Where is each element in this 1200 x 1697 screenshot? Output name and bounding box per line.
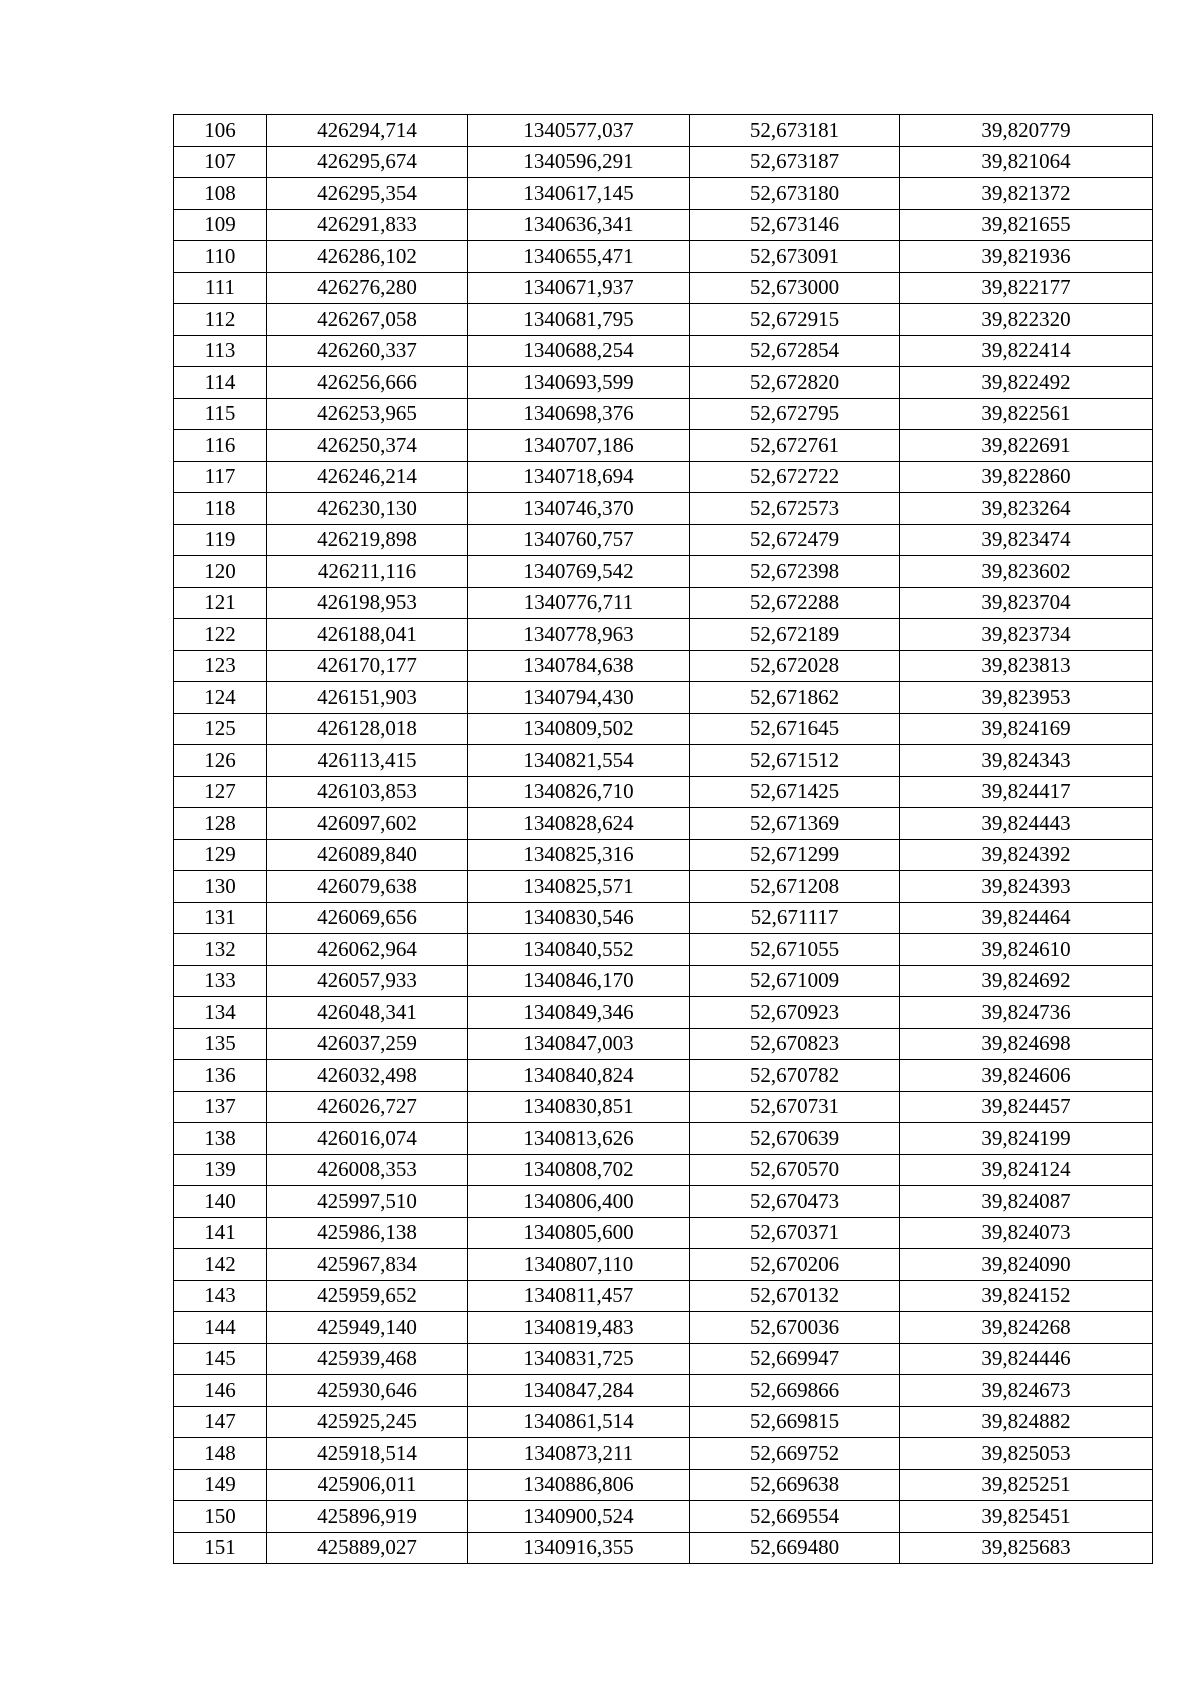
table-row [174, 1501, 1153, 1533]
y-coordinate-cell: 1340807,110 [468, 1249, 690, 1281]
y-coordinate-cell: 1340808,702 [468, 1154, 690, 1186]
latitude-cell: 52,671299 [690, 839, 900, 871]
point-number-cell: 124 [174, 682, 267, 714]
latitude-cell: 52,670731 [690, 1091, 900, 1123]
y-coordinate-cell: 1340861,514 [468, 1406, 690, 1438]
x-coordinate-cell: 425986,138 [267, 1217, 468, 1249]
table-row [174, 1312, 1153, 1344]
table-row [174, 367, 1153, 399]
table-row [174, 619, 1153, 651]
point-number-cell: 113 [174, 335, 267, 367]
y-coordinate-cell: 1340617,145 [468, 178, 690, 210]
longitude-cell: 39,824443 [900, 808, 1153, 840]
point-number-cell: 106 [174, 115, 267, 147]
x-coordinate-cell: 426113,415 [267, 745, 468, 777]
y-coordinate-cell: 1340840,824 [468, 1060, 690, 1092]
x-coordinate-cell: 425889,027 [267, 1532, 468, 1564]
point-number-cell: 137 [174, 1091, 267, 1123]
y-coordinate-cell: 1340776,711 [468, 587, 690, 619]
table-row [174, 1438, 1153, 1470]
latitude-cell: 52,671512 [690, 745, 900, 777]
y-coordinate-cell: 1340849,346 [468, 997, 690, 1029]
latitude-cell: 52,669866 [690, 1375, 900, 1407]
y-coordinate-cell: 1340596,291 [468, 146, 690, 178]
latitude-cell: 52,671055 [690, 934, 900, 966]
latitude-cell: 52,671369 [690, 808, 900, 840]
point-number-cell: 126 [174, 745, 267, 777]
table-row [174, 1469, 1153, 1501]
point-number-cell: 108 [174, 178, 267, 210]
table-row [174, 1154, 1153, 1186]
x-coordinate-cell: 426198,953 [267, 587, 468, 619]
point-number-cell: 107 [174, 146, 267, 178]
x-coordinate-cell: 426246,214 [267, 461, 468, 493]
x-coordinate-cell: 426016,074 [267, 1123, 468, 1155]
latitude-cell: 52,673146 [690, 209, 900, 241]
longitude-cell: 39,825251 [900, 1469, 1153, 1501]
latitude-cell: 52,672722 [690, 461, 900, 493]
y-coordinate-cell: 1340847,284 [468, 1375, 690, 1407]
longitude-cell: 39,824610 [900, 934, 1153, 966]
table-row [174, 115, 1153, 147]
x-coordinate-cell: 426230,130 [267, 493, 468, 525]
x-coordinate-cell: 426032,498 [267, 1060, 468, 1092]
latitude-cell: 52,670570 [690, 1154, 900, 1186]
latitude-cell: 52,673181 [690, 115, 900, 147]
table-row [174, 934, 1153, 966]
longitude-cell: 39,822561 [900, 398, 1153, 430]
longitude-cell: 39,824692 [900, 965, 1153, 997]
x-coordinate-cell: 426256,666 [267, 367, 468, 399]
x-coordinate-cell: 425906,011 [267, 1469, 468, 1501]
y-coordinate-cell: 1340707,186 [468, 430, 690, 462]
x-coordinate-cell: 426069,656 [267, 902, 468, 934]
table-row [174, 1375, 1153, 1407]
table-row [174, 146, 1153, 178]
latitude-cell: 52,672854 [690, 335, 900, 367]
latitude-cell: 52,669638 [690, 1469, 900, 1501]
point-number-cell: 135 [174, 1028, 267, 1060]
table-row [174, 871, 1153, 903]
x-coordinate-cell: 426211,116 [267, 556, 468, 588]
x-coordinate-cell: 426026,727 [267, 1091, 468, 1123]
longitude-cell: 39,822414 [900, 335, 1153, 367]
coordinates-table-body [174, 115, 1153, 1564]
y-coordinate-cell: 1340784,638 [468, 650, 690, 682]
latitude-cell: 52,673187 [690, 146, 900, 178]
point-number-cell: 120 [174, 556, 267, 588]
longitude-cell: 39,824152 [900, 1280, 1153, 1312]
point-number-cell: 129 [174, 839, 267, 871]
longitude-cell: 39,824090 [900, 1249, 1153, 1281]
table-row [174, 682, 1153, 714]
longitude-cell: 39,823602 [900, 556, 1153, 588]
point-number-cell: 151 [174, 1532, 267, 1564]
table-row [174, 241, 1153, 273]
longitude-cell: 39,824199 [900, 1123, 1153, 1155]
table-row [174, 776, 1153, 808]
x-coordinate-cell: 426151,903 [267, 682, 468, 714]
point-number-cell: 121 [174, 587, 267, 619]
x-coordinate-cell: 425925,245 [267, 1406, 468, 1438]
x-coordinate-cell: 426057,933 [267, 965, 468, 997]
latitude-cell: 52,672573 [690, 493, 900, 525]
y-coordinate-cell: 1340886,806 [468, 1469, 690, 1501]
y-coordinate-cell: 1340693,599 [468, 367, 690, 399]
x-coordinate-cell: 425997,510 [267, 1186, 468, 1218]
longitude-cell: 39,824457 [900, 1091, 1153, 1123]
point-number-cell: 143 [174, 1280, 267, 1312]
x-coordinate-cell: 426286,102 [267, 241, 468, 273]
table-row [174, 1406, 1153, 1438]
latitude-cell: 52,669815 [690, 1406, 900, 1438]
latitude-cell: 52,671645 [690, 713, 900, 745]
y-coordinate-cell: 1340821,554 [468, 745, 690, 777]
table-row [174, 997, 1153, 1029]
longitude-cell: 39,822492 [900, 367, 1153, 399]
point-number-cell: 133 [174, 965, 267, 997]
longitude-cell: 39,821655 [900, 209, 1153, 241]
longitude-cell: 39,820779 [900, 115, 1153, 147]
longitude-cell: 39,825683 [900, 1532, 1153, 1564]
latitude-cell: 52,672479 [690, 524, 900, 556]
y-coordinate-cell: 1340655,471 [468, 241, 690, 273]
table-row [174, 1060, 1153, 1092]
point-number-cell: 112 [174, 304, 267, 336]
x-coordinate-cell: 425949,140 [267, 1312, 468, 1344]
point-number-cell: 141 [174, 1217, 267, 1249]
point-number-cell: 149 [174, 1469, 267, 1501]
point-number-cell: 115 [174, 398, 267, 430]
y-coordinate-cell: 1340847,003 [468, 1028, 690, 1060]
table-row [174, 304, 1153, 336]
x-coordinate-cell: 426294,714 [267, 115, 468, 147]
point-number-cell: 145 [174, 1343, 267, 1375]
latitude-cell: 52,669480 [690, 1532, 900, 1564]
point-number-cell: 148 [174, 1438, 267, 1470]
y-coordinate-cell: 1340769,542 [468, 556, 690, 588]
latitude-cell: 52,670036 [690, 1312, 900, 1344]
table-row [174, 178, 1153, 210]
y-coordinate-cell: 1340846,170 [468, 965, 690, 997]
longitude-cell: 39,824169 [900, 713, 1153, 745]
latitude-cell: 52,672820 [690, 367, 900, 399]
table-row [174, 1217, 1153, 1249]
longitude-cell: 39,824673 [900, 1375, 1153, 1407]
point-number-cell: 132 [174, 934, 267, 966]
longitude-cell: 39,824446 [900, 1343, 1153, 1375]
y-coordinate-cell: 1340825,316 [468, 839, 690, 871]
latitude-cell: 52,670639 [690, 1123, 900, 1155]
y-coordinate-cell: 1340806,400 [468, 1186, 690, 1218]
latitude-cell: 52,670782 [690, 1060, 900, 1092]
point-number-cell: 128 [174, 808, 267, 840]
latitude-cell: 52,670371 [690, 1217, 900, 1249]
x-coordinate-cell: 425918,514 [267, 1438, 468, 1470]
x-coordinate-cell: 426128,018 [267, 713, 468, 745]
longitude-cell: 39,823813 [900, 650, 1153, 682]
x-coordinate-cell: 425939,468 [267, 1343, 468, 1375]
point-number-cell: 138 [174, 1123, 267, 1155]
y-coordinate-cell: 1340746,370 [468, 493, 690, 525]
y-coordinate-cell: 1340760,757 [468, 524, 690, 556]
latitude-cell: 52,671009 [690, 965, 900, 997]
y-coordinate-cell: 1340681,795 [468, 304, 690, 336]
y-coordinate-cell: 1340809,502 [468, 713, 690, 745]
longitude-cell: 39,824268 [900, 1312, 1153, 1344]
table-row [174, 1280, 1153, 1312]
x-coordinate-cell: 426250,374 [267, 430, 468, 462]
table-row [174, 1186, 1153, 1218]
point-number-cell: 117 [174, 461, 267, 493]
table-row [174, 209, 1153, 241]
longitude-cell: 39,824417 [900, 776, 1153, 808]
point-number-cell: 127 [174, 776, 267, 808]
y-coordinate-cell: 1340830,851 [468, 1091, 690, 1123]
table-row [174, 335, 1153, 367]
latitude-cell: 52,670132 [690, 1280, 900, 1312]
x-coordinate-cell: 426295,674 [267, 146, 468, 178]
longitude-cell: 39,822320 [900, 304, 1153, 336]
x-coordinate-cell: 425896,919 [267, 1501, 468, 1533]
y-coordinate-cell: 1340778,963 [468, 619, 690, 651]
latitude-cell: 52,672398 [690, 556, 900, 588]
latitude-cell: 52,672761 [690, 430, 900, 462]
x-coordinate-cell: 425967,834 [267, 1249, 468, 1281]
longitude-cell: 39,823264 [900, 493, 1153, 525]
longitude-cell: 39,821064 [900, 146, 1153, 178]
y-coordinate-cell: 1340831,725 [468, 1343, 690, 1375]
longitude-cell: 39,823704 [900, 587, 1153, 619]
point-number-cell: 139 [174, 1154, 267, 1186]
x-coordinate-cell: 426170,177 [267, 650, 468, 682]
table-row [174, 272, 1153, 304]
x-coordinate-cell: 425959,652 [267, 1280, 468, 1312]
latitude-cell: 52,670823 [690, 1028, 900, 1060]
latitude-cell: 52,672028 [690, 650, 900, 682]
longitude-cell: 39,821936 [900, 241, 1153, 273]
latitude-cell: 52,671862 [690, 682, 900, 714]
x-coordinate-cell: 426097,602 [267, 808, 468, 840]
point-number-cell: 146 [174, 1375, 267, 1407]
table-row [174, 524, 1153, 556]
table-row [174, 808, 1153, 840]
y-coordinate-cell: 1340819,483 [468, 1312, 690, 1344]
coordinates-table [173, 114, 1153, 1564]
x-coordinate-cell: 426276,280 [267, 272, 468, 304]
x-coordinate-cell: 426291,833 [267, 209, 468, 241]
x-coordinate-cell: 425930,646 [267, 1375, 468, 1407]
longitude-cell: 39,824882 [900, 1406, 1153, 1438]
longitude-cell: 39,824698 [900, 1028, 1153, 1060]
y-coordinate-cell: 1340688,254 [468, 335, 690, 367]
y-coordinate-cell: 1340811,457 [468, 1280, 690, 1312]
latitude-cell: 52,671425 [690, 776, 900, 808]
point-number-cell: 122 [174, 619, 267, 651]
point-number-cell: 119 [174, 524, 267, 556]
longitude-cell: 39,824087 [900, 1186, 1153, 1218]
x-coordinate-cell: 426267,058 [267, 304, 468, 336]
x-coordinate-cell: 426260,337 [267, 335, 468, 367]
longitude-cell: 39,822177 [900, 272, 1153, 304]
latitude-cell: 52,672288 [690, 587, 900, 619]
latitude-cell: 52,672915 [690, 304, 900, 336]
longitude-cell: 39,824073 [900, 1217, 1153, 1249]
longitude-cell: 39,822691 [900, 430, 1153, 462]
table-row [174, 713, 1153, 745]
latitude-cell: 52,669752 [690, 1438, 900, 1470]
x-coordinate-cell: 426219,898 [267, 524, 468, 556]
x-coordinate-cell: 426253,965 [267, 398, 468, 430]
latitude-cell: 52,669947 [690, 1343, 900, 1375]
y-coordinate-cell: 1340718,694 [468, 461, 690, 493]
table-row [174, 902, 1153, 934]
table-row [174, 839, 1153, 871]
table-row [174, 587, 1153, 619]
x-coordinate-cell: 426008,353 [267, 1154, 468, 1186]
point-number-cell: 136 [174, 1060, 267, 1092]
point-number-cell: 144 [174, 1312, 267, 1344]
latitude-cell: 52,670206 [690, 1249, 900, 1281]
latitude-cell: 52,670473 [690, 1186, 900, 1218]
table-row [174, 650, 1153, 682]
y-coordinate-cell: 1340873,211 [468, 1438, 690, 1470]
latitude-cell: 52,673000 [690, 272, 900, 304]
latitude-cell: 52,669554 [690, 1501, 900, 1533]
longitude-cell: 39,825451 [900, 1501, 1153, 1533]
x-coordinate-cell: 426295,354 [267, 178, 468, 210]
table-row [174, 1123, 1153, 1155]
point-number-cell: 109 [174, 209, 267, 241]
y-coordinate-cell: 1340805,600 [468, 1217, 690, 1249]
y-coordinate-cell: 1340826,710 [468, 776, 690, 808]
point-number-cell: 140 [174, 1186, 267, 1218]
point-number-cell: 116 [174, 430, 267, 462]
latitude-cell: 52,673091 [690, 241, 900, 273]
table-row [174, 1091, 1153, 1123]
point-number-cell: 131 [174, 902, 267, 934]
point-number-cell: 150 [174, 1501, 267, 1533]
y-coordinate-cell: 1340794,430 [468, 682, 690, 714]
point-number-cell: 134 [174, 997, 267, 1029]
table-row [174, 398, 1153, 430]
latitude-cell: 52,671117 [690, 902, 900, 934]
y-coordinate-cell: 1340636,341 [468, 209, 690, 241]
longitude-cell: 39,824124 [900, 1154, 1153, 1186]
longitude-cell: 39,824392 [900, 839, 1153, 871]
x-coordinate-cell: 426188,041 [267, 619, 468, 651]
y-coordinate-cell: 1340825,571 [468, 871, 690, 903]
longitude-cell: 39,822860 [900, 461, 1153, 493]
y-coordinate-cell: 1340671,937 [468, 272, 690, 304]
table-row [174, 556, 1153, 588]
longitude-cell: 39,823953 [900, 682, 1153, 714]
table-row [174, 745, 1153, 777]
y-coordinate-cell: 1340577,037 [468, 115, 690, 147]
longitude-cell: 39,823474 [900, 524, 1153, 556]
longitude-cell: 39,824343 [900, 745, 1153, 777]
table-row [174, 1343, 1153, 1375]
y-coordinate-cell: 1340828,624 [468, 808, 690, 840]
latitude-cell: 52,673180 [690, 178, 900, 210]
table-row [174, 1028, 1153, 1060]
y-coordinate-cell: 1340813,626 [468, 1123, 690, 1155]
table-row [174, 965, 1153, 997]
table-row [174, 461, 1153, 493]
table-row [174, 430, 1153, 462]
longitude-cell: 39,824464 [900, 902, 1153, 934]
latitude-cell: 52,672795 [690, 398, 900, 430]
point-number-cell: 111 [174, 272, 267, 304]
x-coordinate-cell: 426048,341 [267, 997, 468, 1029]
longitude-cell: 39,824393 [900, 871, 1153, 903]
y-coordinate-cell: 1340916,355 [468, 1532, 690, 1564]
point-number-cell: 142 [174, 1249, 267, 1281]
x-coordinate-cell: 426103,853 [267, 776, 468, 808]
y-coordinate-cell: 1340830,546 [468, 902, 690, 934]
longitude-cell: 39,821372 [900, 178, 1153, 210]
latitude-cell: 52,672189 [690, 619, 900, 651]
point-number-cell: 125 [174, 713, 267, 745]
y-coordinate-cell: 1340900,524 [468, 1501, 690, 1533]
point-number-cell: 110 [174, 241, 267, 273]
table-row [174, 493, 1153, 525]
longitude-cell: 39,823734 [900, 619, 1153, 651]
longitude-cell: 39,824736 [900, 997, 1153, 1029]
longitude-cell: 39,824606 [900, 1060, 1153, 1092]
point-number-cell: 130 [174, 871, 267, 903]
x-coordinate-cell: 426062,964 [267, 934, 468, 966]
y-coordinate-cell: 1340840,552 [468, 934, 690, 966]
table-row [174, 1249, 1153, 1281]
point-number-cell: 123 [174, 650, 267, 682]
latitude-cell: 52,670923 [690, 997, 900, 1029]
y-coordinate-cell: 1340698,376 [468, 398, 690, 430]
longitude-cell: 39,825053 [900, 1438, 1153, 1470]
point-number-cell: 118 [174, 493, 267, 525]
point-number-cell: 114 [174, 367, 267, 399]
x-coordinate-cell: 426089,840 [267, 839, 468, 871]
x-coordinate-cell: 426037,259 [267, 1028, 468, 1060]
latitude-cell: 52,671208 [690, 871, 900, 903]
table-row [174, 1532, 1153, 1564]
point-number-cell: 147 [174, 1406, 267, 1438]
x-coordinate-cell: 426079,638 [267, 871, 468, 903]
